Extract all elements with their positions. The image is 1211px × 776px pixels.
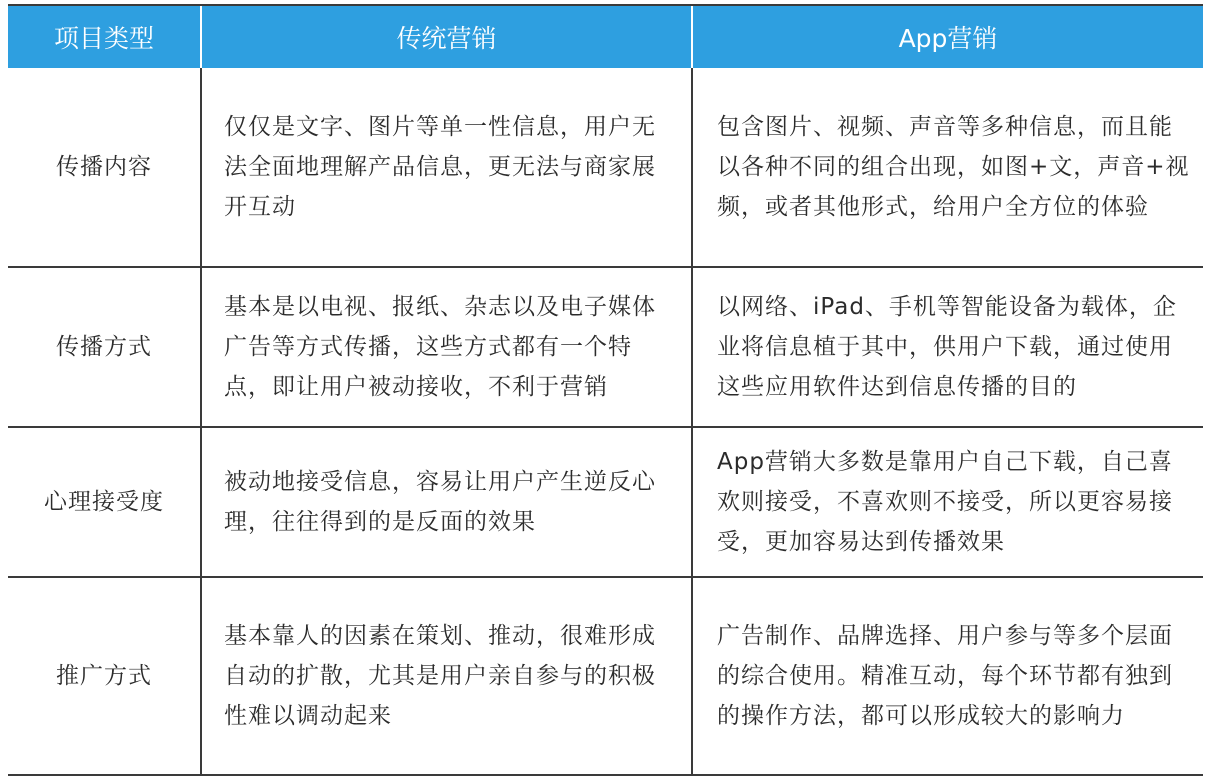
table-header xyxy=(8,6,1203,68)
header-project-type: 项目类型 xyxy=(8,6,201,68)
header-app-marketing: App营销 xyxy=(692,6,1203,68)
table-row xyxy=(8,427,1203,577)
table-row xyxy=(8,267,1203,427)
row-type-cell: 心理接受度 xyxy=(8,427,201,577)
app-cell: 广告制作、品牌选择、用户参与等多个层面的综合使用。精准互动，每个环节都有独到的操作方法，都可以形成较大的影响力 xyxy=(692,577,1203,775)
app-cell: 包含图片、视频、声音等多种信息，而且能以各种不同的组合出现，如图+文，声音+视频，或者其他形式，给用户全方位的体验 xyxy=(692,68,1203,267)
row-type-cell: 传播方式 xyxy=(8,267,201,427)
app-cell: App营销大多数是靠用户自己下载，自己喜欢则接受，不喜欢则不接受，所以更容易接受，更加容易达到传播效果 xyxy=(692,427,1203,577)
traditional-cell: 仅仅是文字、图片等单一性信息，用户无法全面地理解产品信息，更无法与商家展开互动 xyxy=(201,68,692,267)
table-row xyxy=(8,68,1203,267)
header-row xyxy=(8,6,1203,68)
header-traditional-marketing: 传统营销 xyxy=(201,6,692,68)
table-body xyxy=(8,68,1203,775)
traditional-cell: 基本靠人的因素在策划、推动，很难形成自动的扩散，尤其是用户亲自参与的积极性难以调动起来 xyxy=(201,577,692,775)
traditional-cell: 被动地接受信息，容易让用户产生逆反心理，往往得到的是反面的效果 xyxy=(201,427,692,577)
comparison-table xyxy=(8,6,1203,776)
row-type-cell: 推广方式 xyxy=(8,577,201,775)
table-row xyxy=(8,577,1203,775)
comparison-table-container xyxy=(8,6,1203,776)
row-type-cell: 传播内容 xyxy=(8,68,201,267)
app-cell: 以网络、iPad、手机等智能设备为载体，企业将信息植于其中，供用户下载，通过使用这些应用软件达到信息传播的目的 xyxy=(692,267,1203,427)
traditional-cell: 基本是以电视、报纸、杂志以及电子媒体广告等方式传播，这些方式都有一个特点，即让用户被动接收，不利于营销 xyxy=(201,267,692,427)
